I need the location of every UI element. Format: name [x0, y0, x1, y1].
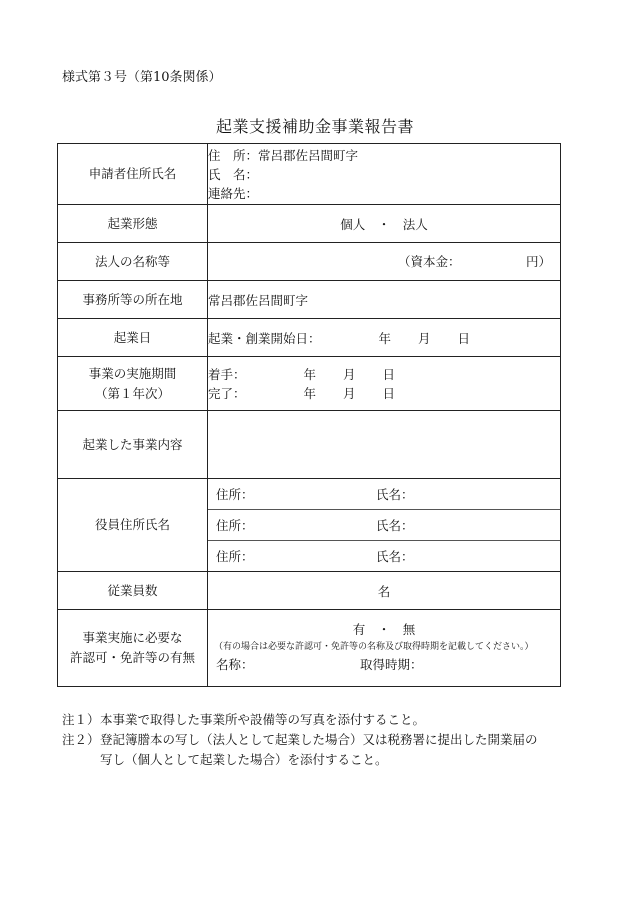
officer-entry[interactable]: 住所： 氏名：: [216, 487, 414, 502]
capital-prefix: （資本金：: [398, 253, 461, 269]
officers-label: 役員住所氏名: [58, 479, 208, 572]
applicant-row: [58, 144, 561, 205]
permits-note: （有の場合は必要な許認可・免許等の名称及び取得時期を記載してください。）: [214, 642, 534, 652]
permits-options: 有 ・ 無: [352, 622, 416, 637]
business-form-label: 起業形態: [58, 205, 208, 243]
permits-name-label: 名称：: [216, 657, 254, 672]
applicant-field[interactable]: [208, 144, 561, 205]
period-field[interactable]: [208, 357, 561, 411]
permits-details: [208, 654, 560, 676]
permits-label-line2: 許認可・免許等の有無: [69, 650, 195, 665]
applicant-contact: 連絡先：: [208, 185, 259, 201]
note-1: 注１） 本事業で取得した事業所や設備等の写真を添付すること。: [62, 712, 426, 727]
office-location-field[interactable]: 常呂郡佐呂間町字: [208, 281, 561, 319]
permits-label-line1: 事業実施に必要な: [82, 630, 183, 645]
period-start: 着手： 年 月 日: [208, 366, 396, 382]
officer-entry[interactable]: 住所： 氏名：: [208, 509, 560, 540]
permits-row: [58, 610, 561, 687]
period-end: 完了： 年 月 日: [208, 385, 396, 401]
corp-name-row: [58, 243, 561, 281]
employees-row: [58, 572, 561, 610]
form-number: 様式第３号（第10条関係）: [62, 70, 222, 85]
business-content-field[interactable]: [208, 411, 561, 479]
business-content-row: [58, 411, 561, 479]
start-date-year: 年: [378, 330, 392, 346]
permits-date-label: 取得時期：: [360, 657, 423, 672]
officers-row: [58, 479, 561, 572]
applicant-name: 氏 名：: [208, 166, 259, 182]
start-date-prefix: 起業・創業開始日：: [208, 330, 321, 346]
officer-entry[interactable]: 住所： 氏名：: [208, 540, 560, 571]
note-2: 注２） 登記簿謄本の写し（法人として起業した場合）又は税務署に提出した開業届の: [62, 732, 538, 747]
period-label-line1: 事業の実施期間: [88, 365, 177, 381]
permits-field[interactable]: [208, 610, 561, 687]
period-row: [58, 357, 561, 411]
office-location-row: [58, 281, 561, 319]
start-date-label: 起業日: [58, 319, 208, 357]
applicant-label: 申請者住所氏名: [58, 144, 208, 205]
report-form-table: [57, 143, 561, 687]
start-date-row: [58, 319, 561, 357]
corp-name-field[interactable]: [208, 243, 561, 281]
period-label-line2: （第１年次）: [94, 385, 170, 401]
capital-suffix: 円）: [526, 253, 552, 269]
business-content-label: 起業した事業内容: [58, 411, 208, 479]
permits-label: [58, 610, 208, 687]
start-date-month: 月: [418, 330, 431, 346]
notes: [62, 710, 538, 770]
employees-label: 従業員数: [58, 572, 208, 610]
business-form-row: [58, 205, 561, 243]
period-label: [58, 357, 208, 411]
start-date-field[interactable]: [208, 319, 561, 357]
applicant-address: 住 所：常呂郡佐呂間町字: [208, 147, 359, 163]
start-date-day: 日: [457, 330, 471, 346]
note-2-continued: 写し（個人として起業した場合）を添付すること。: [100, 752, 388, 767]
employees-field[interactable]: 名: [208, 572, 561, 610]
office-location-label: 事務所等の所在地: [58, 281, 208, 319]
business-form-options[interactable]: 個人 ・ 法人: [208, 205, 561, 243]
officers-field: [208, 479, 561, 572]
document-title: 起業支援補助金事業報告書: [215, 117, 414, 136]
corp-name-label: 法人の名称等: [58, 243, 208, 281]
